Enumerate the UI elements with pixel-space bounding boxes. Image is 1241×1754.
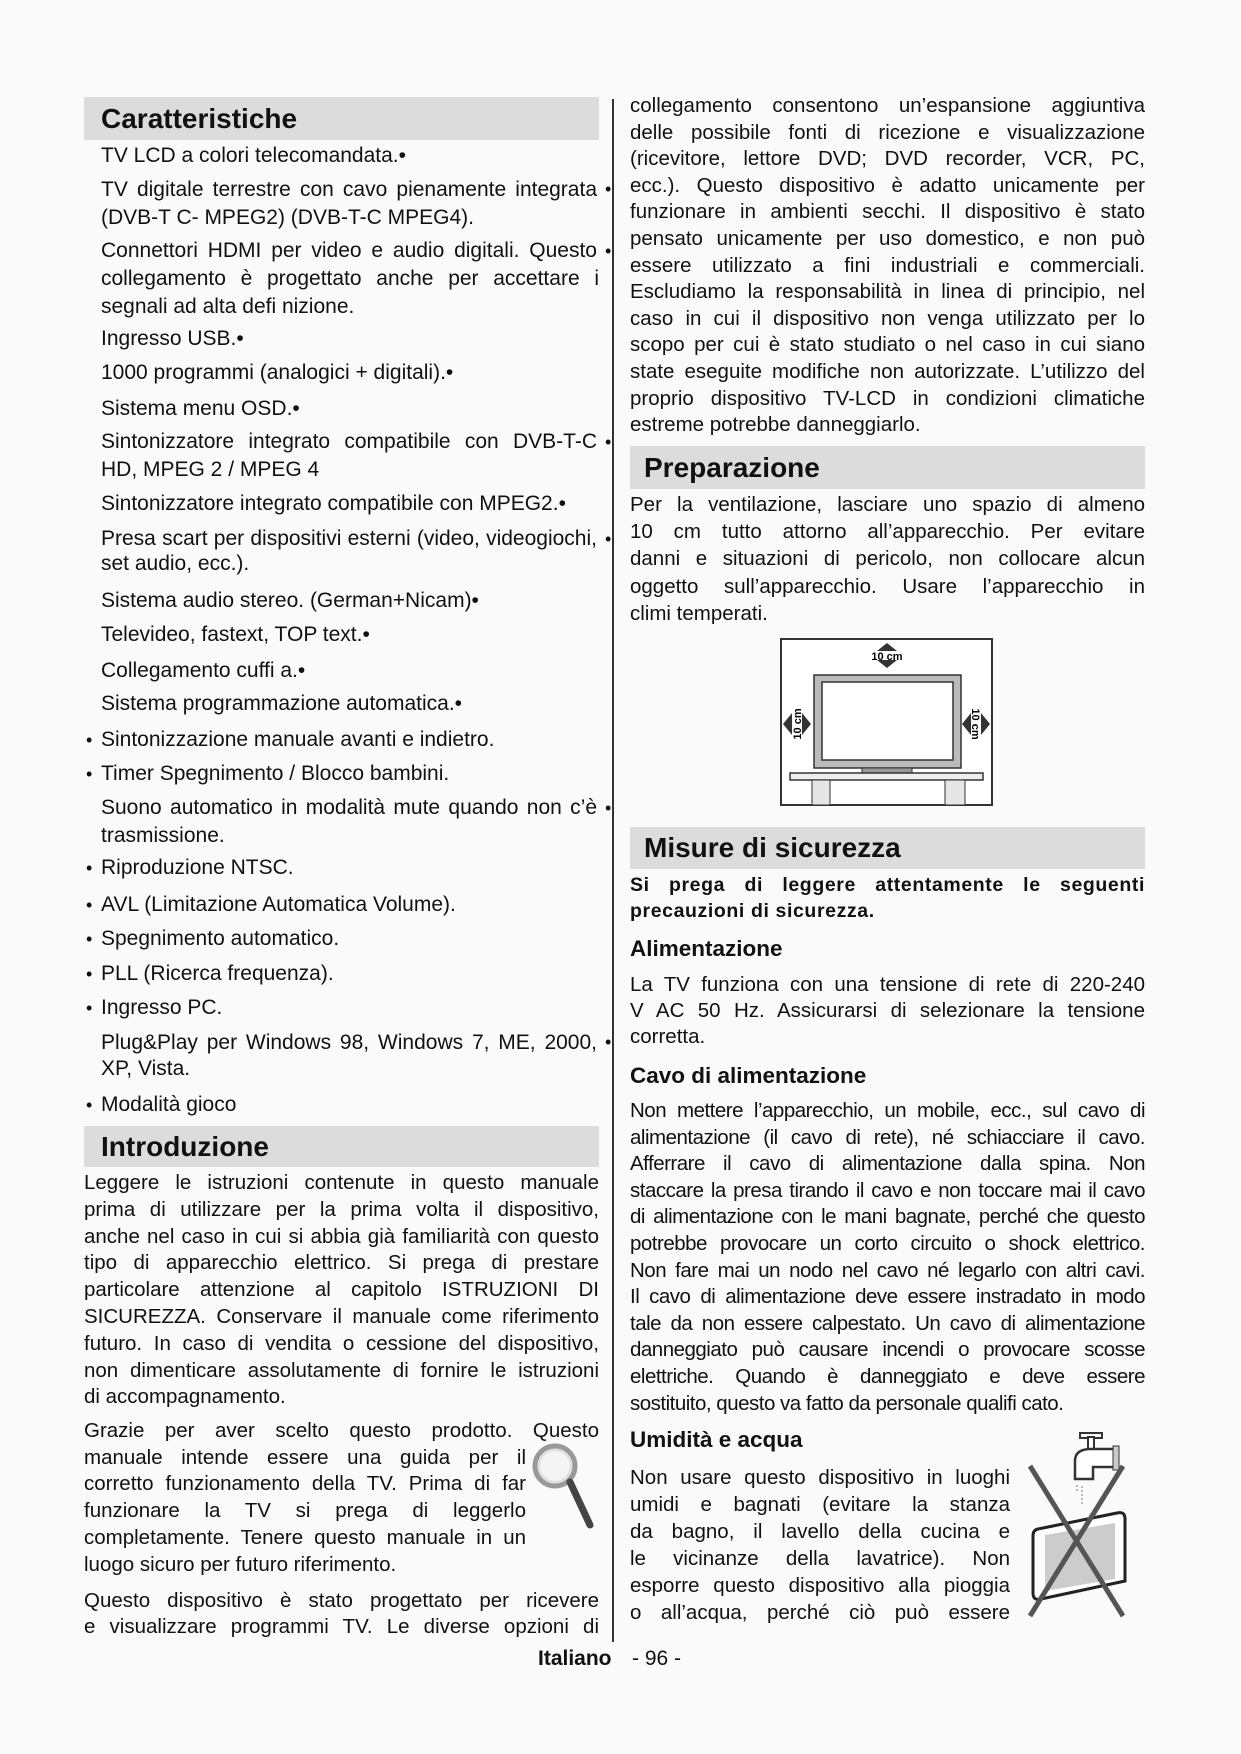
text-line: corretto funzionamento della TV. Prima di far [84, 1472, 526, 1496]
feature-line: Presa scart per dispositivi esterni (video, videogiochi, [101, 526, 597, 550]
feature-line: AVL (Limitazione Automatica Volume). [101, 892, 456, 916]
text-line: non dimenticare assolutamente di fornire le istruzioni [84, 1358, 599, 1382]
text-line: completamente. Tenere questo manuale in un [84, 1525, 526, 1549]
text-line: collegamento consentono un’espansione aggiuntiva [630, 94, 1145, 117]
intro-paragraph-3 [84, 1588, 599, 1639]
feature-item [101, 359, 599, 387]
text-line: Afferrare il cavo di alimentazione dalla spina. Non [630, 1152, 1145, 1176]
continued-paragraph [630, 93, 1145, 439]
clearance-label-top: 10 cm [871, 651, 903, 663]
bullet-icon: • [86, 1095, 93, 1116]
feature-item [86, 854, 599, 882]
feature-line: PLL (Ricerca frequenza). [101, 962, 334, 986]
text-line: scopo per cui è stato studiato o nel caso in cui siano [630, 333, 1145, 357]
bullet-icon: • [605, 528, 612, 549]
feature-item [101, 490, 599, 518]
text-line: luogo sicuro per futuro riferimento. [84, 1552, 397, 1576]
text-line: SICUREZZA. Conservare il manuale come riferimento [84, 1304, 599, 1328]
text-line: e visualizzare programmi TV. Le diverse opzioni di [84, 1614, 599, 1638]
moisture-paragraph [630, 1465, 1010, 1626]
text-line: da bagno, il lavello della cucina e [630, 1519, 1010, 1543]
text-line: oggetto sull’apparecchio. Usare l’apparecchio in [630, 574, 1145, 598]
subheading-cavo-di-alimentazione: Cavo di alimentazione [630, 1063, 867, 1088]
safety-intro [630, 873, 1145, 925]
text-line: Non usare questo dispositivo in luoghi [630, 1466, 1010, 1489]
feature-line: Connettori HDMI per video e audio digitali. Questo [101, 238, 597, 262]
text-line: V AC 50 Hz. Assicurarsi di selezionare la tensione [630, 999, 1145, 1022]
feature-item [101, 142, 599, 170]
feature-item [86, 1091, 599, 1119]
footer-language: Italiano [538, 1647, 612, 1670]
feature-line: 1000 programmi (analogici + digitali).• [101, 360, 454, 384]
feature-line: Riproduzione NTSC. [101, 856, 294, 879]
text-line: precauzioni di sicurezza. [630, 899, 875, 922]
text-line: corretta. [630, 1025, 706, 1048]
text-line: esporre questo dispositivo alla pioggia [630, 1573, 1010, 1597]
text-line: danni e situazioni di pericolo, non collocare alcun [630, 547, 1145, 571]
bullet-icon: • [605, 797, 612, 818]
text-line: staccare la presa tirando il cavo e non toccare mai il cavo [630, 1178, 1145, 1202]
text-line: Per la ventilazione, lasciare uno spazio di almeno [630, 493, 1145, 516]
feature-line: HD, MPEG 2 / MPEG 4 [101, 458, 320, 482]
text-line: sostituito, questo va fatto da personale qualifi cato. [630, 1391, 1064, 1415]
clearance-label-left: 10 cm [792, 708, 804, 740]
text-line: di alimentazione con le mani bagnate, perché che questo [630, 1205, 1145, 1229]
feature-line: trasmissione. [101, 823, 225, 847]
text-line: potrebbe provocare un corto circuito o shock elettrico. [630, 1231, 1145, 1255]
feature-item [101, 325, 599, 353]
bullet-icon: • [86, 858, 93, 878]
feature-line: Ingresso PC. [101, 996, 223, 1019]
feature-line: (DVB-T C- MPEG2) (DVB-T-C MPEG4). [101, 205, 474, 229]
text-line: danneggiato può causare incendi o provocare scosse [630, 1338, 1145, 1362]
feature-line: TV LCD a colori telecomandata.• [101, 143, 406, 167]
text-line: funzionare la TV si prega di leggerlo [84, 1499, 526, 1523]
text-line: proprio dispositivo TV-LCD in condizioni climatiche [630, 386, 1145, 410]
text-line: Il cavo di alimentazione deve essere instradato in modo [630, 1285, 1145, 1309]
feature-line: set audio, ecc.). [101, 551, 250, 575]
feature-item [101, 794, 612, 850]
feature-item [86, 726, 599, 754]
feature-item [101, 690, 599, 718]
text-line: Questo dispositivo è stato progettato per ricevere [84, 1589, 599, 1612]
power-cable-paragraph [630, 1098, 1145, 1417]
bullet-icon: • [86, 894, 93, 915]
feature-line: Televideo, fastext, TOP text.• [101, 623, 370, 647]
text-line: futuro. In caso di vendita o cessione del dispositivo, [84, 1331, 599, 1355]
text-line: Si prega di leggere attentamente le seguenti [630, 874, 1145, 896]
text-line: caso in cui il dispositivo non venga utilizzato per lo [630, 306, 1145, 330]
feature-item [101, 428, 612, 484]
feature-item [101, 395, 599, 423]
feature-item [86, 925, 599, 953]
text-line: prima di utilizzare per la prima volta il dispositivo, [84, 1197, 599, 1221]
feature-line: Sintonizzazione manuale avanti e indietro. [101, 728, 495, 752]
feature-line: Sistema programmazione automatica.• [101, 692, 463, 716]
no-water-warning-icon [1025, 1431, 1145, 1624]
text-line: (ricevitore, lettore DVD; DVD recorder, VCR, PC, [630, 147, 1145, 171]
subheading-alimentazione: Alimentazione [630, 936, 783, 961]
section-heading-preparazione: Preparazione [630, 446, 1145, 489]
feature-line: Spegnimento automatico. [101, 926, 340, 950]
text-line: anche nel caso in cui si abbia già familiarità con questo [84, 1224, 599, 1248]
feature-line: Modalità gioco [101, 1093, 237, 1117]
text-line: particolare attenzione al capitolo ISTRUZIONI DI [84, 1278, 599, 1302]
feature-item [86, 960, 599, 988]
text-line: ecc.). Questo dispositivo è adatto unicamente per [630, 173, 1145, 197]
column-divider [612, 99, 614, 1642]
feature-line: TV digitale terrestre con cavo pienamente integrata [101, 178, 597, 202]
text-line: delle possibile fonti di ricezione e visualizzazione [630, 120, 1145, 144]
feature-item [101, 587, 599, 615]
intro-paragraph-2 [84, 1418, 599, 1578]
feature-line: Timer Spegnimento / Blocco bambini. [101, 761, 450, 785]
feature-item [101, 657, 599, 685]
text-line: o all’acqua, perché ciò può essere [630, 1600, 1010, 1624]
text-line: 10 cm tutto attorno all’apparecchio. Per evitare [630, 520, 1145, 544]
text-line: Non mettere l’apparecchio, un mobile, ecc., sul cavo di [630, 1099, 1145, 1122]
bullet-icon: • [86, 964, 93, 985]
feature-line: XP, Vista. [101, 1056, 191, 1080]
bullet-icon: • [605, 1031, 612, 1052]
clearance-label-right: 10 cm [969, 708, 981, 740]
text-line: climi temperati. [630, 601, 768, 625]
bullet-icon: • [605, 179, 612, 200]
preparation-paragraph [630, 491, 1145, 627]
text-line: La TV funziona con una tensione di rete di 220-240 [630, 973, 1145, 996]
bullet-icon: • [605, 240, 612, 261]
bullet-icon: • [86, 730, 93, 751]
feature-line: Sistema audio stereo. (German+Nicam)• [101, 589, 479, 613]
text-line: di accompagnamento. [84, 1385, 286, 1409]
feature-item [101, 176, 612, 231]
feature-item [86, 994, 599, 1022]
feature-line: Plug&Play per Windows 98, Windows 7, ME, 2000, [101, 1030, 597, 1054]
bullet-icon: • [86, 928, 93, 949]
ventilation-clearance-diagram [780, 638, 993, 806]
text-line: Non fare mai un nodo nel cavo né legarlo con altri cavi. [630, 1258, 1145, 1282]
feature-line: Sintonizzatore integrato compatibile con MPEG2.• [101, 492, 566, 515]
text-line: elettriche. Quando è danneggiato e deve essere [630, 1364, 1145, 1388]
text-line: le vicinanze della lavatrice). Non [630, 1546, 1010, 1570]
text-line: alimentazione (il cavo di rete), né schiacciare il cavo. [630, 1125, 1145, 1149]
section-heading-caratteristiche: Caratteristiche [84, 97, 599, 140]
text-line: Grazie per aver scelto questo prodotto. Questo [84, 1419, 599, 1442]
feature-line: Ingresso USB.• [101, 327, 244, 351]
page-number: - 96 - [632, 1647, 682, 1670]
section-heading-introduzione: Introduzione [84, 1126, 599, 1167]
text-line: estreme potrebbe danneggiarlo. [630, 413, 921, 437]
magnifier-icon [530, 1440, 594, 1530]
feature-item [101, 621, 599, 649]
text-line: state eseguite modifiche non autorizzate. L’utilizzo del [630, 359, 1145, 383]
text-line: Leggere le istruzioni contenute in questo manuale [84, 1171, 599, 1194]
bullet-icon: • [86, 763, 93, 784]
text-line: tale da non essere calpestato. Un cavo di alimentazione [630, 1311, 1145, 1335]
text-line: Escludiamo la responsabilità in linea di principio, nel [630, 280, 1145, 304]
feature-line: segnali ad alta defi nizione. [101, 294, 355, 318]
feature-line: Sistema menu OSD.• [101, 396, 300, 420]
text-line: manuale intende essere una guida per il [84, 1445, 526, 1469]
bullet-icon: • [86, 998, 93, 1018]
feature-line: Sintonizzatore integrato compatibile con DVB-T-C [101, 430, 597, 454]
feature-item [86, 760, 599, 788]
power-paragraph [630, 972, 1145, 1050]
subheading-umidita-e-acqua: Umidità e acqua [630, 1427, 803, 1452]
bullet-icon: • [605, 432, 612, 453]
text-line: umidi e bagnati (evitare la stanza [630, 1492, 1010, 1516]
text-line: funzionare in ambienti secchi. Il dispositivo è stato [630, 200, 1145, 224]
text-line: essere utilizzato a fini industriali e commerciali. [630, 253, 1145, 277]
intro-paragraph-1 [84, 1170, 599, 1411]
feature-item [101, 1030, 612, 1082]
feature-item [101, 526, 612, 576]
feature-line: Collegamento cuffi a.• [101, 658, 306, 682]
feature-line: collegamento è progettato anche per accettare i [101, 266, 599, 290]
feature-item [86, 891, 599, 919]
feature-line: Suono automatico in modalità mute quando non c’è [101, 795, 597, 819]
text-line: pensato unicamente per uso domestico, e non può [630, 226, 1145, 250]
section-heading-misure-di-sicurezza: Misure di sicurezza [630, 827, 1145, 869]
feature-item [101, 237, 612, 321]
text-line: tipo di apparecchio elettrico. Si prega di prestare [84, 1251, 599, 1275]
